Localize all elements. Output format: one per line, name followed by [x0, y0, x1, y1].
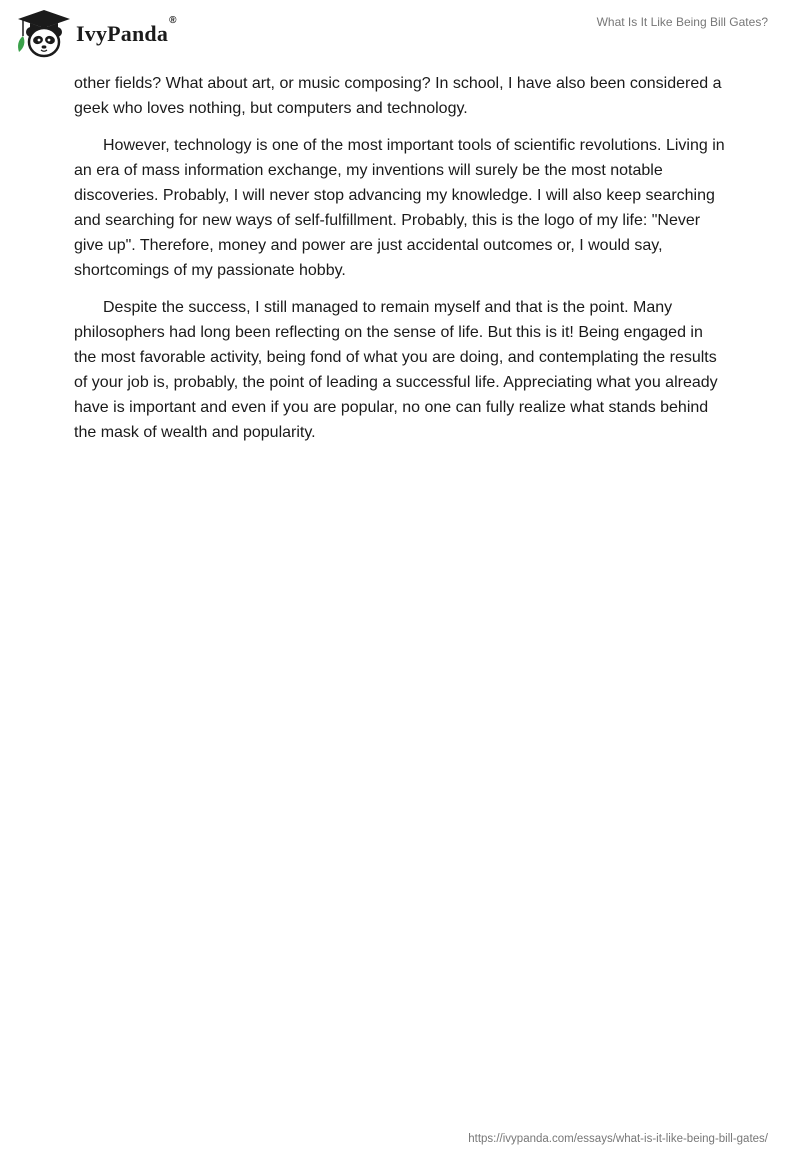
- paragraph-3: Despite the success, I still managed to remain myself and that is the point. Many philosophers had long been reflecting on the sense of life. But this is it! Being engaged in the most favorable activity, being fond of what you are doing, and contemplating the results of your job is, probably, the point of leading a successful life. Appreciating what you already have is important and even if you are popular, no one can fully realize what stands behind the mask of wealth and popularity.: [74, 299, 718, 441]
- panda-graduate-icon: [14, 8, 74, 58]
- ivypanda-logo[interactable]: [14, 8, 177, 58]
- document-title: What Is It Like Being Bill Gates?: [596, 15, 768, 29]
- essay-body: [74, 71, 726, 457]
- page-header: [0, 0, 800, 64]
- paragraph-2: However, technology is one of the most important tools of scientific revolutions. Living in an era of mass information exchange, my inventions will surely be the most notable discoveries. Probably, I will never stop advancing my knowledge. I will also keep searching and searching for new ways of self-fulfillment. Probably, this is the logo of my life: "Never give up". Therefore, money and power are just accidental outcomes or, I would say, shortcomings of my passionate hobby.: [74, 137, 725, 279]
- registered-mark: ®: [169, 15, 177, 26]
- source-url[interactable]: https://ivypanda.com/essays/what-is-it-like-being-bill-gates/: [468, 1133, 768, 1145]
- paragraph-1: other fields? What about art, or music composing? In school, I have also been considered a geek who loves nothing, but computers and technology.: [74, 75, 722, 117]
- logo-brand-text: IvyPanda®: [76, 15, 177, 46]
